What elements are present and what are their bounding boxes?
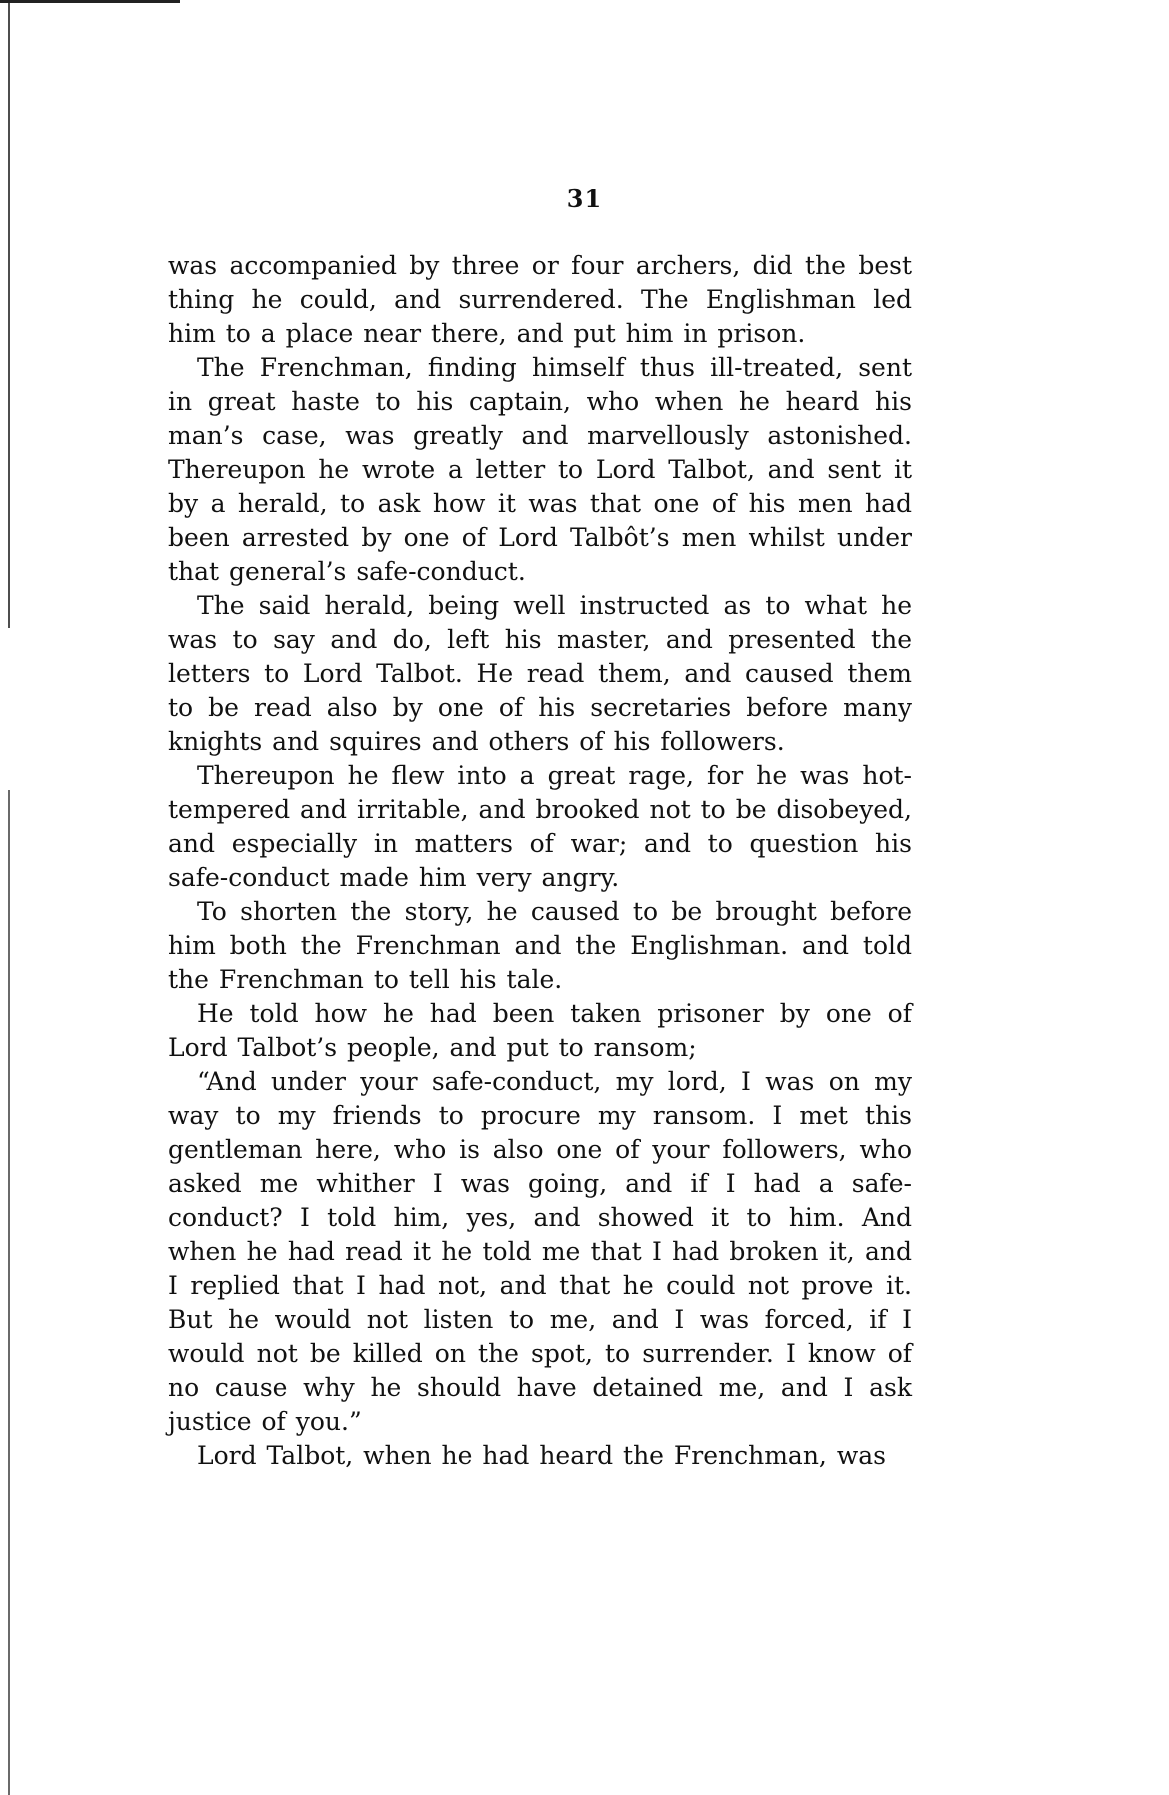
paragraph-4: Thereupon he flew into a great rage, for he was hot-tempered and irritable, and brooked not to be disobeyed, and especially in matters of war; and to question his safe-conduct made him very angry. — [168, 761, 912, 892]
paragraph-7: “And under your safe-conduct, my lord, I was on my way to my friends to procure my ransom. I met this gentleman here, who is also one of your followers, who asked me whither I was going, and if I had a safe-conduct? I told him, yes, and showed it to him. And when he had read it he told me that I had broken it, and I replied that I had not, and that he could not prove it. But he would not listen to me, and I was forced, if I would not be killed on the spot, to surrender. I know of no cause why he should have detained me, and I ask justice of you.” — [168, 1067, 912, 1436]
scan-edge-top — [0, 0, 180, 3]
paragraph-5: To shorten the story, he caused to be brought before him both the Frenchman and the Englishman. and told the Frenchman to tell his tale. — [168, 897, 912, 994]
paragraph-8: Lord Talbot, when he had heard the Frenchman, was — [197, 1441, 886, 1470]
paragraph-1: was accompanied by three or four archers, did the best thing he could, and surrendered. The Englishman led him to a place near there, and put him in prison. — [168, 251, 912, 348]
paragraph-2: The Frenchman, finding himself thus ill-treated, sent in great haste to his captain, who when he heard his man’s case, was greatly and marvellously astonished. Thereupon he wrote a letter to Lord Talbot, and sent it by a herald, to ask how it was that one of his men had been arrested by one of Lord Talbôt’s men whilst under that general’s safe-conduct. — [168, 353, 912, 586]
body-text — [168, 249, 912, 1473]
page-number: 31 — [566, 184, 603, 213]
paragraph-6: He told how he had been taken prisoner by one of Lord Talbot’s people, and put to ransom; — [168, 999, 912, 1062]
scan-edge-left — [8, 0, 10, 1795]
paragraph-3: The said herald, being well instructed as to what he was to say and do, left his master, and presented the letters to Lord Talbot. He read them, and caused them to be read also by one of his secretaries before many knights and squires and others of his followers. — [168, 591, 912, 756]
